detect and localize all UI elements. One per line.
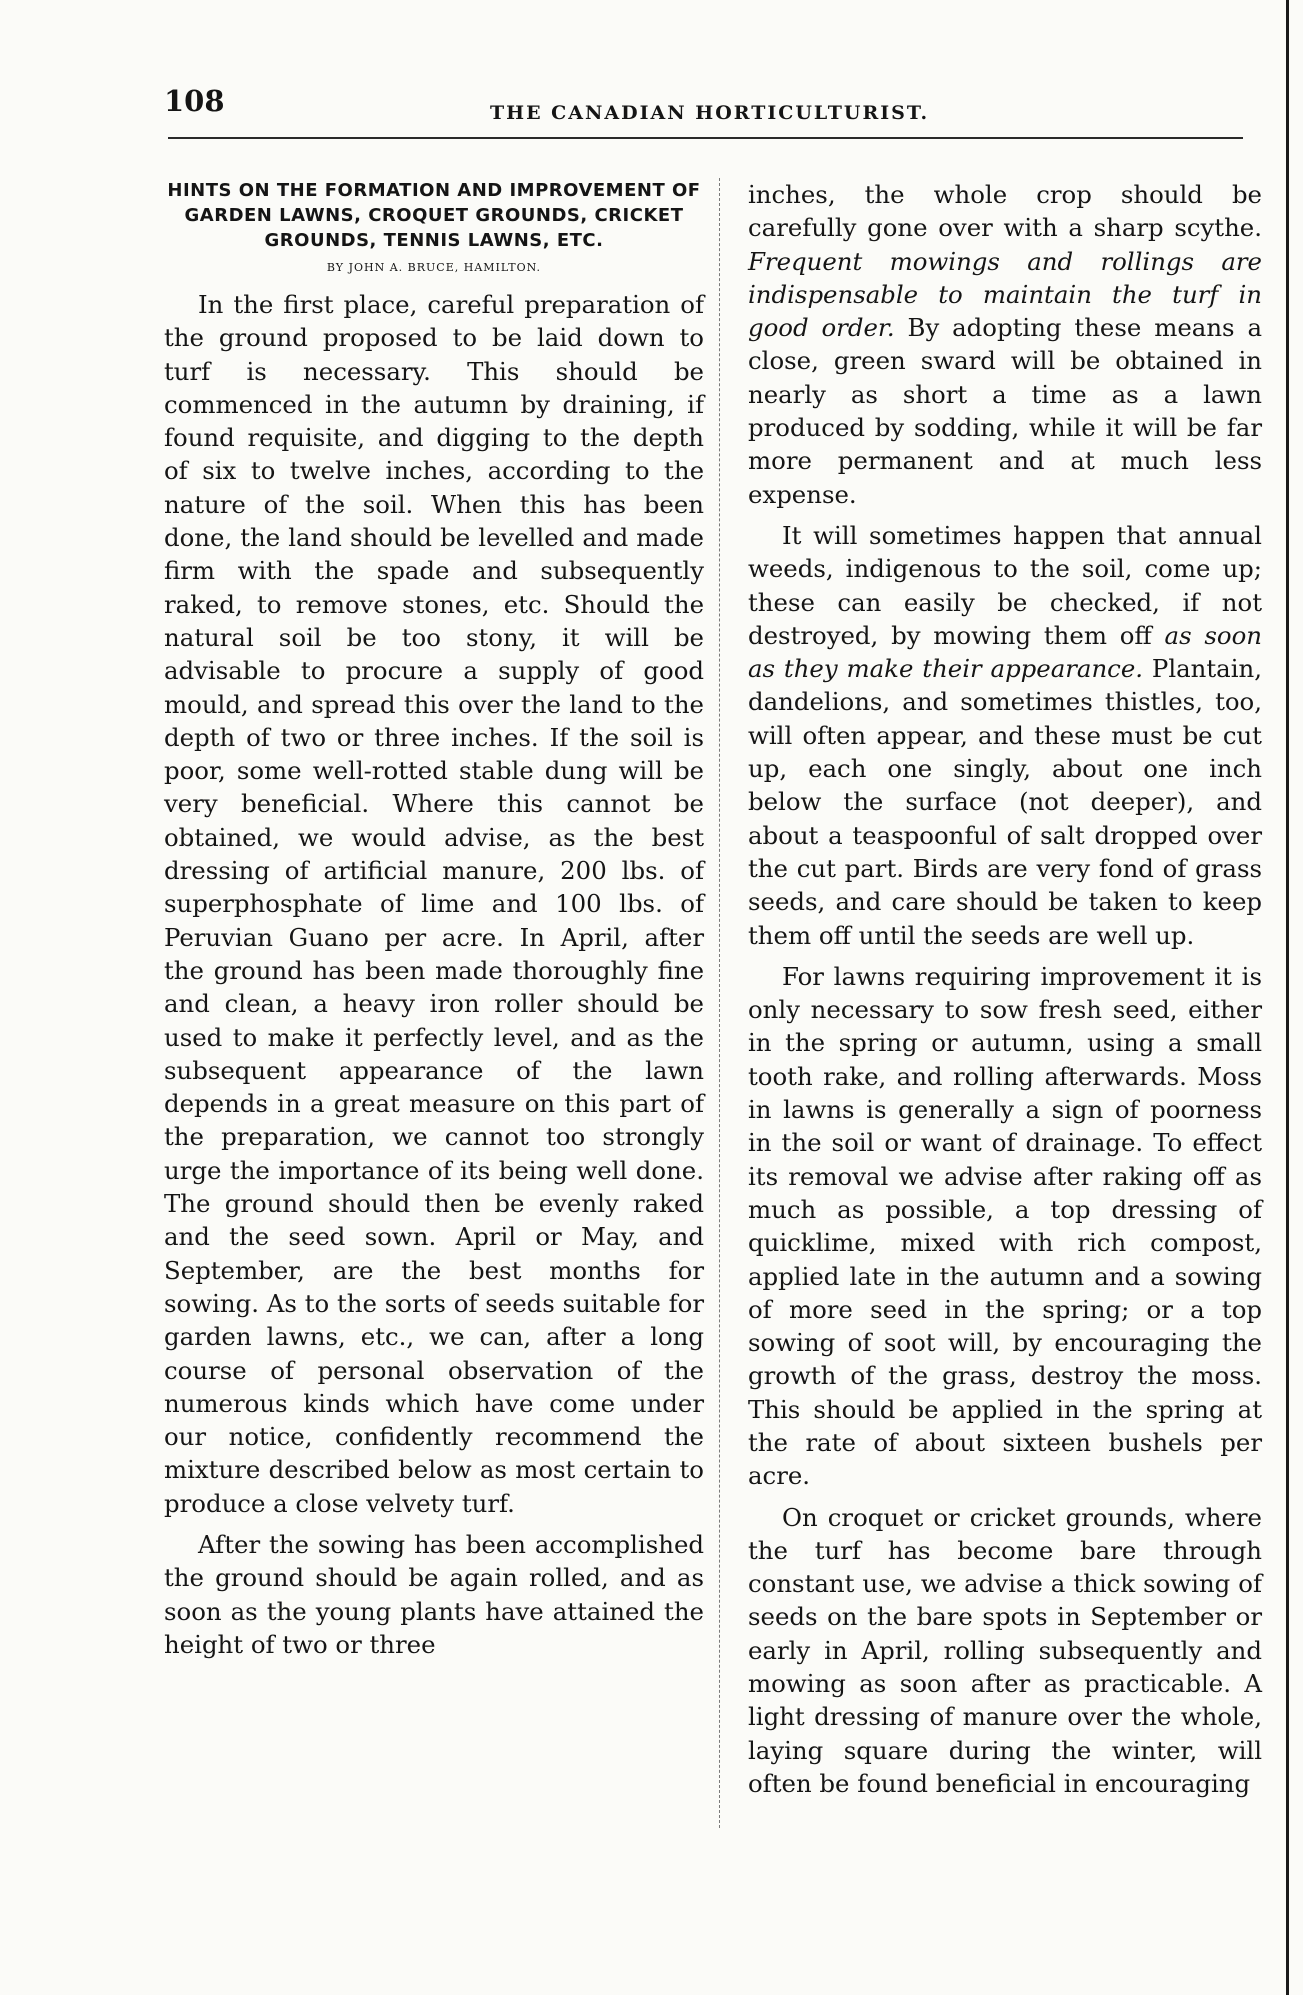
paragraph <box>748 178 1262 511</box>
page-number: 108 <box>164 84 225 118</box>
header-rule <box>168 137 1243 139</box>
text-run: By adopting these means a close, green sward will be obtained in nearly as short a time as a lawn produced by sodding, while it will be far more permanent and at much less expense. <box>748 313 1262 509</box>
text-run: Plantain, dandelions, and sometimes thistles, too, will often appear, and these must be cut up, each one singly, about one inch below the surface (not deeper), and about a teaspoonful of salt dropped over the cut part. Birds are very fond of grass seeds, and care should be taken to keep them off until the seeds are well up. <box>748 654 1262 950</box>
italic-text: Frequent mowings and rollings are indispensable to maintain the turf in good order. <box>748 246 1262 343</box>
article-title: HINTS ON THE FORMATION AND IMPROVEMENT OF GARDEN LAWNS, CROQUET GROUNDS, CRICKET GROUNDS, TENNIS LAWNS, ETC. <box>167 180 701 251</box>
paragraph: On croquet or cricket grounds, where the turf has become bare through constant use, we advise a thick sowing of seeds on the bare spots in September or early in April, rolling subsequently and mowing as soon after as practicable. A light dressing of manure over the whole, laying square during the winter, will often be found beneficial in encouraging <box>748 1502 1262 1798</box>
paragraph <box>748 519 1262 952</box>
paragraph: For lawns requiring improvement it is only necessary to sow fresh seed, either in the spring or autumn, using a small tooth rake, and rolling afterwards. Moss in lawns is generally a sign of poorness in the soil or want of drainage. To effect its removal we advise after raking off as much as possible, a top dressing of quicklime, mixed with rich compost, applied late in the autumn and a sowing of more seed in the spring; or a top sowing of soot will, by encouraging the growth of the grass, destroy the moss. This should be applied in the spring at the rate of about sixteen bushels per acre. <box>748 961 1262 1491</box>
right-column <box>748 178 1262 1808</box>
byline: BY JOHN A. BRUCE, HAMILTON. <box>326 261 542 274</box>
running-title: THE CANADIAN HORTICULTURIST. <box>490 102 930 124</box>
column-divider <box>719 178 720 1828</box>
page-header <box>164 84 1254 124</box>
page-edge-line <box>1286 0 1289 1995</box>
paragraph: In the first place, careful preparation of the ground proposed to be laid down to turf is necessary. This should be commenced in the autumn by draining, if found requisite, and digging to the depth of six to twelve inches, according to the nature of the soil. When this has been done, the land should be levelled and made firm with the spade and subsequently raked, to remove stones, etc. Should the natural soil be too stony, it will be advisable to procure a supply of good mould, and spread this over the land to the depth of two or three inches. If the soil is poor, some well-rotted stable dung will be very beneficial. Where this cannot be obtained, we would advise, as the best dressing of artificial manure, 200 lbs. of superphosphate of lime and 100 lbs. of Peruvian Guano per acre. In April, after the ground has been made thoroughly fine and clean, a heavy iron roller should be used to make it perfectly level, and as the subsequent appearance of the lawn depends in a great measure on this part of the preparation, we cannot too strongly urge the importance of its being well done. The ground should then be evenly raked and the seed sown. April or May, and September, are the best months for sowing. As to the sorts of seeds suitable for garden lawns, etc., we can, after a long course of personal observation of the numerous kinds which have come under our notice, confidently recommend the mixture described below as most certain to produce a close velvety turf. <box>164 290 704 1518</box>
text-run: inches, the whole crop should be carefully gone over with a sharp scythe. <box>748 180 1262 243</box>
left-column <box>164 178 704 1669</box>
italic-text: as soon as they make their appearance. <box>748 620 1262 684</box>
paragraph: After the sowing has been accomplished the ground should be again rolled, and as soon as the young plants have attained the height of two or three <box>164 1529 704 1659</box>
text-run: It will sometimes happen that annual weeds, indigenous to the soil, come up; these can easily be checked, if not destroyed, by mowing them off <box>748 520 1262 650</box>
